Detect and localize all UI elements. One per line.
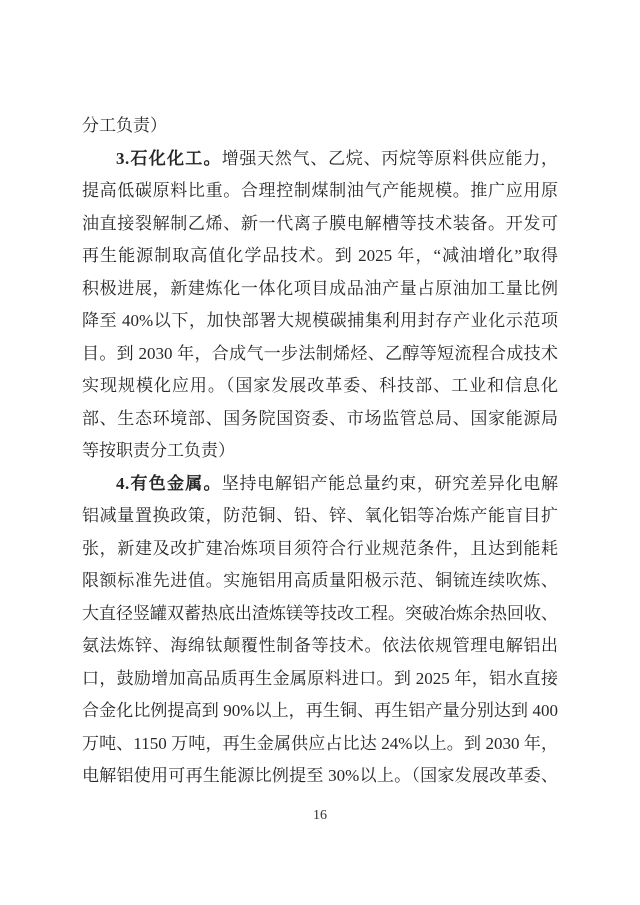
text-line: 实现规模化应用。（国家发展改革委、科技部、工业和信息化	[82, 376, 558, 395]
paragraph	[82, 110, 558, 143]
paragraph	[82, 143, 558, 468]
text-line: 等按职责分工负责）	[82, 441, 235, 460]
text-line: 万吨、1150 万吨，再生金属供应占比达 24%以上。到 2030 年，	[82, 733, 558, 753]
page-number: 16	[313, 808, 327, 823]
text-line: 限额标准先进值。实施铝用高质量阳极示范、铜锍连续吹炼、	[82, 571, 558, 590]
document-text	[82, 110, 558, 793]
paragraph-heading: 4.有色金属。	[116, 473, 222, 493]
text-line: 降至 40%以下，加快部署大规模碳捕集利用封存产业化示范项	[82, 311, 558, 330]
text-line: 目。到 2030 年，合成气一步法制烯烃、乙醇等短流程合成技术	[82, 343, 558, 363]
text-line: 4.有色金属。坚持电解铝产能总量约束，研究差异化电解	[116, 473, 558, 493]
text-line: 部、生态环境部、国务院国资委、市场监管总局、国家能源局	[82, 408, 558, 428]
text-line: 合金化比例提高到 90%以上，再生铜、再生铝产量分别达到 400	[82, 701, 558, 720]
text-line: 提高低碳原料比重。合理控制煤制油气产能规模。推广应用原	[82, 181, 558, 200]
text-line: 张，新建及改扩建冶炼项目须符合行业规范条件，且达到能耗	[82, 538, 558, 558]
paragraph	[82, 468, 558, 793]
paragraph-heading: 3.石化化工。	[116, 148, 222, 168]
text-line: 积极进展，新建炼化一体化项目成品油产量占原油加工量比例	[82, 278, 558, 298]
text-line: 铝减量置换政策，防范铜、铅、锌、氧化铝等冶炼产能盲目扩	[82, 506, 558, 525]
text-line: 分工负责）	[82, 116, 167, 135]
text-line: 再生能源制取高值化学品技术。到 2025 年，“减油增化”取得	[82, 246, 558, 265]
text-line: 电解铝使用可再生能源比例提至 30%以上。（国家发展改革委、	[82, 766, 558, 785]
text-line: 口，鼓励增加高品质再生金属原料进口。到 2025 年，铝水直接	[82, 668, 558, 688]
text-line: 氨法炼锌、海绵钛颠覆性制备等技术。依法依规管理电解铝出	[82, 636, 558, 655]
text-line: 油直接裂解制乙烯、新一代离子膜电解槽等技术装备。开发可	[82, 213, 558, 233]
text-line: 大直径竖罐双蓄热底出渣炼镁等技改工程。突破冶炼余热回收、	[82, 603, 558, 623]
text-line: 3.石化化工。增强天然气、乙烷、丙烷等原料供应能力，	[116, 148, 558, 168]
